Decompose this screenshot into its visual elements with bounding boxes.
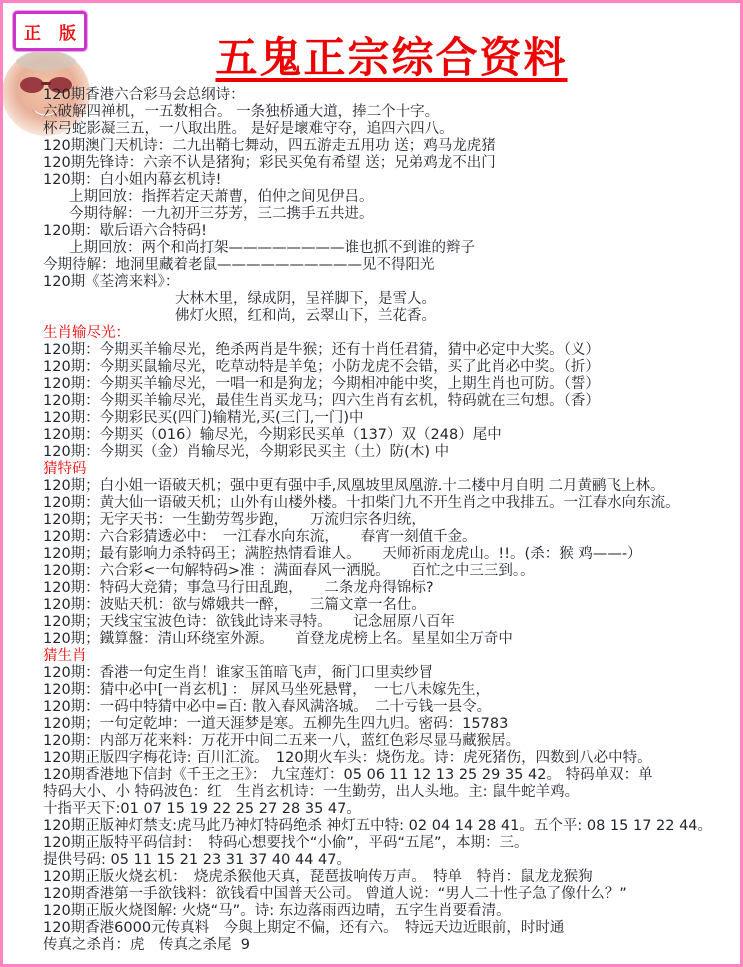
text-line: 佛灯火照，红和尚，云翠山下，兰花香。 [175, 308, 436, 324]
text-line: 传真之杀肖：虎 传真之杀尾 9 [43, 937, 250, 953]
text-line: 120期正版火烧图解: 火烧“马”。诗: 东边落雨西边晴，五字生肖要看清。 [43, 903, 511, 919]
text-line: 120期澳门天机诗：二九出鞘七舞动，四五游走五用功 送；鸡马龙虎猪 [43, 138, 496, 154]
text-line: 120期：歇后语六合特码! [43, 223, 207, 239]
text-line: 120期正版特平码信封： 特码心想要找个“小偷”，平码“五尾”，本期：三。 [43, 835, 529, 851]
text-line: 杯弓蛇影凝三五，一八取出胜。 是好是壞难守夺，追四六四八。 [43, 121, 454, 137]
text-line: 大林木里，绿成阴，呈祥脚下，是雪人。 [175, 291, 436, 307]
text-line: 120期香港六合彩马会总纲诗： [43, 87, 245, 103]
text-line: 120期《荃湾来料》： [43, 274, 180, 290]
text-line: 120期：今期买羊输尽光，绝杀两肖是牛猴；还有十肖任君猜，猜中必定中大奖。（义） [43, 342, 600, 358]
text-line: 120期正版火烧玄机： 烧虎杀猴他天真，琵琶拔响传万声。 特单 特肖：鼠龙龙猴狗 [43, 869, 593, 885]
text-line: 120期：特码大竞猜；事急马行田乱跑， 二条龙舟得锦标? [43, 580, 434, 596]
text-line: 120期：今期买羊输尽光，一唱一和是狗龙；今期相冲能中奖，上期生肖也可防。（誓） [43, 376, 600, 392]
text-line: 120期先锋诗：六亲不认是猪狗；彩民买兔有希望 送；兄弟鸡龙不出门 [43, 155, 496, 171]
text-line: 120期：白小姐内幕玄机诗! [43, 172, 222, 188]
text-line: 120期：今期买（金）肖输尽光，今期彩民买主（土）防(木) 中 [43, 444, 450, 460]
text-line: 120期：今期买（016）输尽光，今期彩民买单（137）双（248）尾中 [43, 427, 502, 443]
text-line: 120期：猜中必中[一肖玄机] ： 屏风马坐死悬臂， 一七八未嫁先生， [43, 682, 490, 698]
section-header: 猜特码 [43, 461, 87, 477]
text-line: 120期香港第一手欲钱料：欲钱看中国普天公司。 曾道人说：“男人二十性子急了像什么？” [43, 886, 627, 902]
text-line: 120期：香港一句定生肖！谁家玉笛暗飞声，衙门口里卖纱冒 [43, 665, 434, 681]
text-line: 120期；一句定乾坤：一道天涯梦是寒。五柳先生四九归。密码：15783 [43, 716, 509, 732]
text-line: 120期正版四字梅花诗: 百川汇流。 120期火车头：烧伤龙。诗：虎死猪伤，四数到八必中特。 [43, 750, 652, 766]
text-line: 120期；最有影响力杀特码王；满腔热情看谁人。 天师祈雨龙虎山。!!。(杀：猴 鸡——-） [43, 546, 642, 562]
text-line: 120期：今期彩民买(四门)输精光,买(三门,一门)中 [43, 410, 364, 426]
text-line: 120期香港6000元传真料 今與上期定不偏，还有六。 特远天边近眼前，时时通 [43, 920, 565, 936]
section-header: 生肖输尽光： [43, 325, 130, 341]
content-lines [43, 87, 734, 954]
text-line: 120期；天线宝宝波色诗：欲钱此诗来寻特。 记念屈原八百年 [43, 614, 455, 630]
text-line: 120期：内部万花来料：万花开中间二五来一八，蓝红色彩尽显马藏猴居。 [43, 733, 521, 749]
text-line: 120期：今期买羊输尽光，最佳生肖买龙马；四六生肖有玄机，特码就在三句想。（香） [43, 393, 600, 409]
text-line: 120期：六合彩<一句解特码>准 ：满面春风一洒脱。 百忙之中三三到。。 [43, 563, 535, 579]
text-line: 六破解四禅机，一五数相合。 一条独桥通大道，捧二个十字。 [43, 104, 440, 120]
text-line: 今期待解：地洞里藏着老鼠——————————见不得阳光 [43, 257, 435, 273]
section-header: 猜生肖 [43, 648, 87, 664]
text-line: 提供号码: 05 11 15 21 23 31 37 40 44 47。 [43, 852, 351, 868]
text-line: 120期香港地下信封《千王之王》： 九宝莲灯：05 06 11 12 13 25 29 35 42。 特码单双：单 [43, 767, 653, 783]
text-line: 120期：一码中特猜中必中=百: 散入春风满洛城。 二十亏钱一县令。 [43, 699, 492, 715]
page-title: 五鬼正宗综合资料 [215, 33, 568, 82]
genuine-stamp-label: 正 版 [24, 23, 82, 44]
text-line: 120期正版神灯禁支:虎马此乃神灯特码绝杀 神灯五中特: 02 04 14 28 41。五个平: 08 15 17 22 44。 [43, 818, 713, 834]
text-line: 120期：波贴天机：欲与嫦娥共一醉， 三篇文章一名仕。 [43, 597, 426, 613]
text-line: 十指平天下:01 07 15 19 22 25 27 28 35 47。 [43, 801, 361, 817]
text-line: 特码大小、小 特码波色：红 生肖玄机诗：一生勤劳，出人头地。主: 鼠牛蛇羊鸡。 [43, 784, 580, 800]
text-line: 上期回放：两个和尚打架————————谁也抓不到谁的辫子 [69, 240, 475, 256]
text-line: 120期；无字天书：一生勤劳驾步跑， 万流归宗各归统， [43, 512, 426, 528]
text-line: 今期待解：一九初开三芬芳，三二携手五共进。 [69, 206, 374, 222]
text-line: 120期：六合彩猜透必中： 一江春水向东流， 春宵一刻值千金。 [43, 529, 477, 545]
text-line: 120期；鐵算盤：清山环绕室外源。 首登龙虎榜上名。星星如尘万奇中 [43, 631, 513, 647]
genuine-stamp [13, 11, 87, 51]
text-line: 120期；白小姐一语破天机；强中更有强中手,凤凰坡里凤凰游.十二楼中月自明 二月黄鹂飞上林。 [43, 478, 665, 494]
text-line: 上期回放：指挥若定天萧曹，伯仲之间见伊吕。 [69, 189, 374, 205]
text-line: 120期：黄大仙一语破天机；山外有山楼外楼。十扣柴门九不开生肖之中我排五。一江春水向东流。 [43, 495, 680, 511]
text-line: 120期：今期买鼠输尽光，吃草动特是羊兔；小防龙虎不会错，买了此肖必中奖。（折） [43, 359, 600, 375]
